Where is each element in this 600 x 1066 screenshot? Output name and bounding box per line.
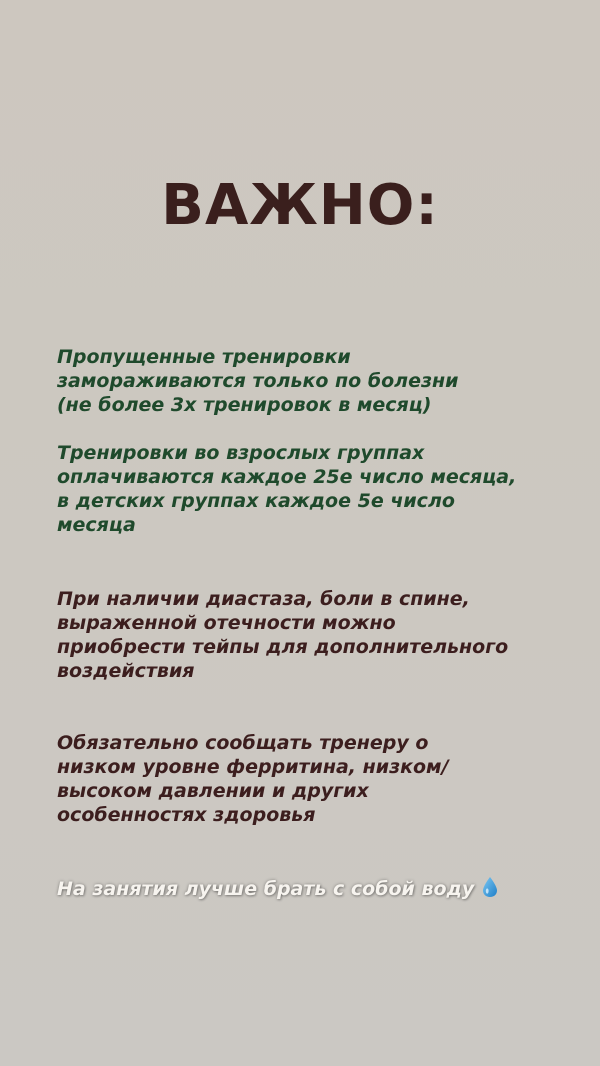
tapes-note: При наличии диастаза, боли в спине, выраженной отечности можно приобрести тейпы для дополнительного воздействия	[57, 588, 509, 682]
payment-note: Тренировки во взрослых группах оплачиваются каждое 25е число месяца, в детских группах каждое 5е число месяца	[57, 442, 517, 536]
health-note: Обязательно сообщать тренеру о низком уровне ферритина, низком/ высоком давлении и других особенностях здоровья	[57, 732, 449, 826]
frozen-trainings-note: Пропущенные тренировки замораживаются только по болезни (не более 3х тренировок в месяц)	[57, 346, 459, 416]
water-note	[57, 876, 567, 901]
droplet-icon	[482, 876, 498, 898]
page-title: ВАЖНО:	[161, 173, 439, 238]
water-note-text: На занятия лучше брать с собой воду	[57, 878, 475, 900]
